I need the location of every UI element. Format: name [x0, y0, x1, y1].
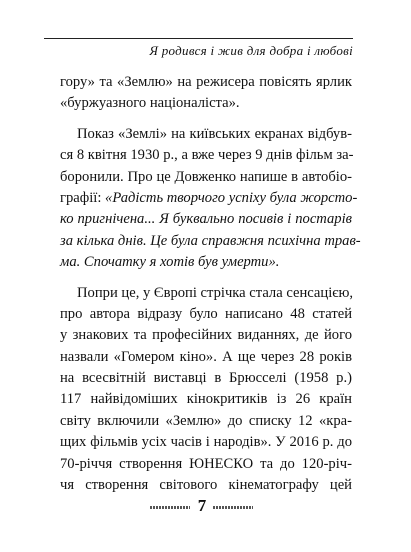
footer-ornament-left: [150, 506, 190, 509]
text-line: ся 8 квітня 1930 р., а вже через 9 днів фільм за-: [60, 147, 354, 164]
text-line: боронили. Про це Довженко напише в автобіо-: [60, 168, 352, 185]
header-rule: [44, 38, 353, 39]
text-line: у знакових та професійних виданнях, де його: [60, 327, 352, 344]
page-footer: [0, 498, 411, 518]
text-line: чя створення світового кінематографу цей: [60, 477, 352, 494]
quote-fragment: «Радість творчого успіху була жорсто-: [105, 189, 358, 206]
text-line: «буржуазного націоналіста».: [60, 95, 240, 112]
paragraph-gap: [60, 115, 352, 124]
text-line: 117 найвідоміших кінокритиків із 26 країн: [60, 391, 352, 408]
quote-line: ма. Спочатку я хотів був умерти».: [60, 254, 280, 271]
text-line-mixed: [60, 188, 358, 209]
text-line: назвали «Гомером кіно». А ще через 28 років: [60, 348, 352, 365]
text-line: щих фільмів усіх часів і народів». У 2016 р. до: [60, 434, 352, 451]
quote-line: за кілька днів. Це була справжня психічна трав-: [60, 232, 361, 249]
text-line: на всесвітній виставці в Брюсселі (1958 р.): [60, 370, 352, 387]
page-body: [60, 72, 361, 496]
running-header: Я родився і жив для добра і любові: [149, 43, 353, 58]
text-line: Попри це, у Європі стрічка стала сенсацією,: [77, 284, 354, 301]
text-fragment: графії:: [60, 189, 102, 206]
text-line: світу включили «Землю» до списку 12 «кра-: [60, 412, 352, 429]
text-line: про автора відразу було написано 48 статей: [60, 305, 352, 322]
text-line: 70-річчя створення ЮНЕСКО та до 120-річ-: [60, 455, 352, 472]
footer-ornament-right: [213, 506, 253, 509]
paragraph-gap: [60, 274, 352, 283]
quote-line: ко пригнічена... Я буквально посивів і постарів: [60, 211, 352, 228]
text-line: гору» та «Землю» на режисера повісять ярлик: [60, 74, 352, 90]
text-line: Показ «Землі» на київських екранах відбув-: [77, 125, 352, 142]
page-number: 7: [197, 496, 207, 515]
